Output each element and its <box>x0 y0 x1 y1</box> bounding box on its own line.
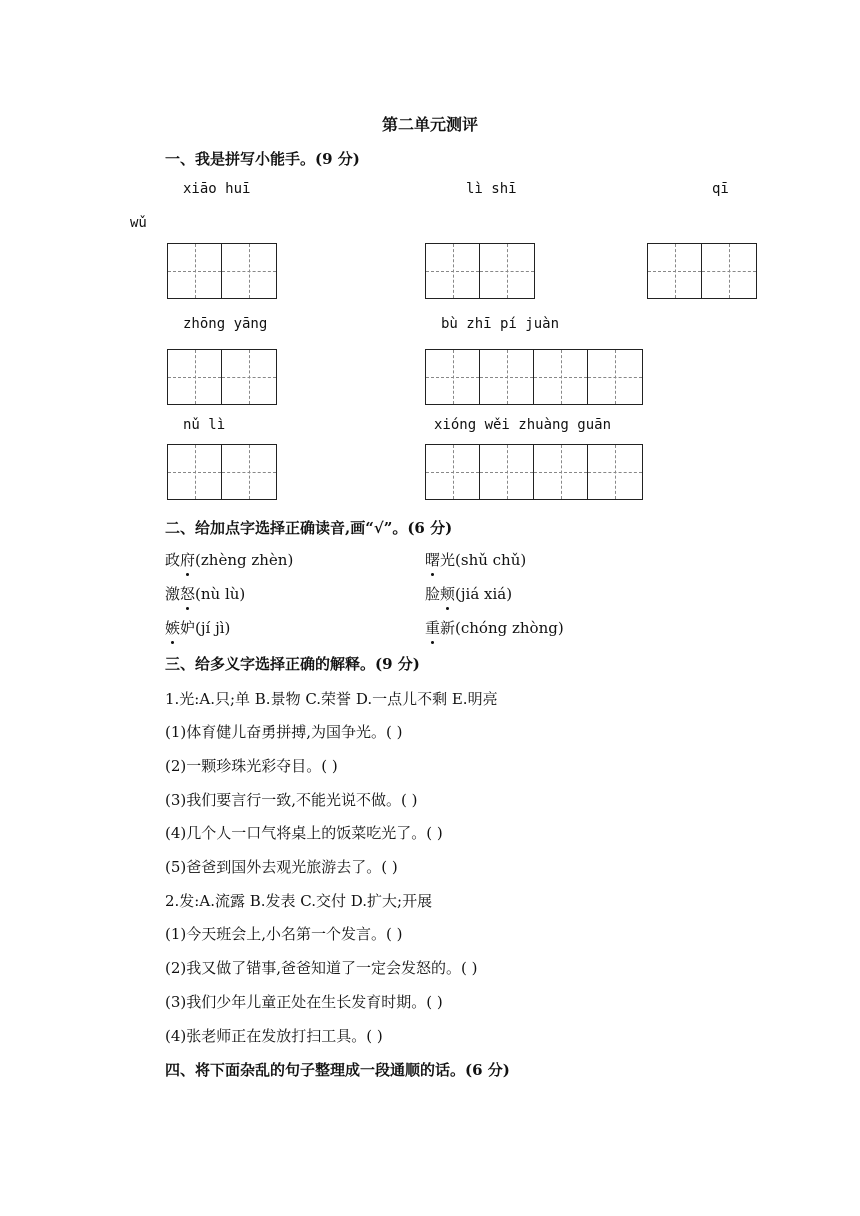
section-2-heading: 二、给加点字选择正确读音,画“√”。(6 分) <box>165 519 453 537</box>
writing-grid-7[interactable] <box>425 444 643 500</box>
dotted-char: 重 <box>425 619 441 637</box>
dotted-char: 府 <box>180 551 196 569</box>
dotted-char: 颊 <box>440 585 456 603</box>
section-4-heading: 四、将下面杂乱的句子整理成一段通顺的话。(6 分) <box>165 1061 510 1079</box>
section-1-heading: 一、我是拼写小能手。(9 分) <box>165 150 360 168</box>
pronunciation-item[interactable]: 激怒(nù lù) <box>165 585 246 603</box>
question-1-item[interactable]: (4)几个人一口气将桌上的饭菜吃光了。( ) <box>165 824 443 842</box>
page-title: 第二单元测评 <box>381 115 478 134</box>
pinyin-buzhipijuan: bù zhī pí juàn <box>441 316 560 332</box>
pinyin-xiongweizhuangguan: xióng wěi zhuàng guān <box>434 417 612 433</box>
pinyin-nuli: nǔ lì <box>183 417 226 433</box>
question-1-item[interactable]: (2)一颗珍珠光彩夺目。( ) <box>165 757 338 775</box>
question-1-options: 1.光:A.只;单 B.景物 C.荣誉 D.一点儿不剩 E.明亮 <box>165 690 498 708</box>
pinyin-xiaohui: xiāo huī <box>183 181 251 197</box>
question-2-item[interactable]: (2)我又做了错事,爸爸知道了一定会发怒的。( ) <box>165 959 478 977</box>
writing-grid-3[interactable] <box>647 243 757 299</box>
writing-grid-1[interactable] <box>167 243 277 299</box>
question-2-options: 2.发:A.流露 B.发表 C.交付 D.扩大;开展 <box>165 892 433 910</box>
question-1-item[interactable]: (5)爸爸到国外去观光旅游去了。( ) <box>165 858 398 876</box>
dotted-char: 嫉 <box>165 619 181 637</box>
pinyin-zhongyang: zhōng yāng <box>183 316 268 332</box>
writing-grid-2[interactable] <box>425 243 535 299</box>
pronunciation-item[interactable]: 脸颊(jiá xiá) <box>425 585 513 603</box>
question-2-item[interactable]: (3)我们少年儿童正处在生长发育时期。( ) <box>165 993 443 1011</box>
pinyin-wu: wǔ <box>130 215 147 231</box>
dotted-char: 怒 <box>180 585 196 603</box>
question-2-item[interactable]: (4)张老师正在发放打扫工具。( ) <box>165 1027 383 1045</box>
pronunciation-item[interactable]: 曙光(shǔ chǔ) <box>425 551 527 569</box>
writing-grid-5[interactable] <box>425 349 643 405</box>
section-3-heading: 三、给多义字选择正确的解释。(9 分) <box>165 655 420 673</box>
question-1-item[interactable]: (3)我们要言行一致,不能光说不做。( ) <box>165 791 418 809</box>
pronunciation-item[interactable]: 嫉妒(jí jì) <box>165 619 231 637</box>
dotted-char: 曙 <box>425 551 441 569</box>
question-2-item[interactable]: (1)今天班会上,小名第一个发言。( ) <box>165 925 403 943</box>
pronunciation-item[interactable]: 重新(chóng zhòng) <box>425 619 564 637</box>
writing-grid-4[interactable] <box>167 349 277 405</box>
pronunciation-item[interactable]: 政府(zhèng zhèn) <box>165 551 294 569</box>
question-1-item[interactable]: (1)体育健儿奋勇拼搏,为国争光。( ) <box>165 723 403 741</box>
pinyin-lishi: lì shī <box>466 181 517 197</box>
writing-grid-6[interactable] <box>167 444 277 500</box>
pinyin-qi: qī <box>712 181 729 197</box>
